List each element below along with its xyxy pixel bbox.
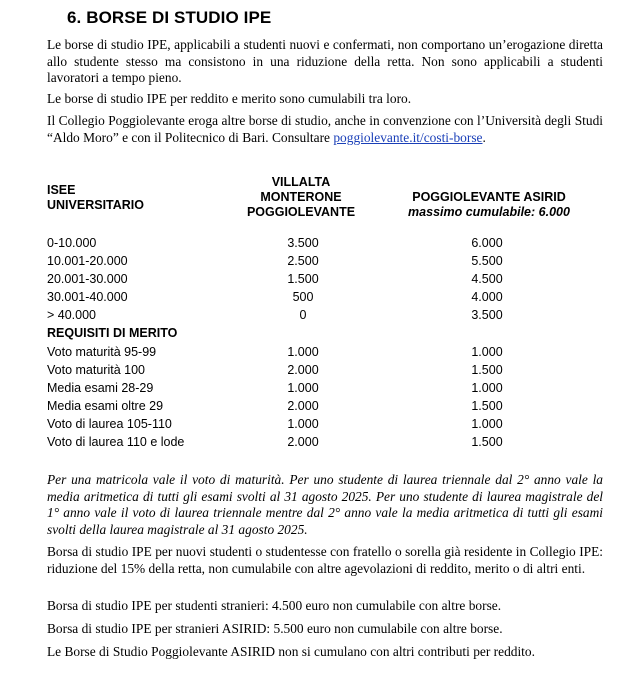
row-label: Media esami 28-29 — [47, 381, 154, 395]
row-value-asirid: 3.500 — [471, 308, 503, 322]
row-value-villalta: 1.000 — [287, 345, 319, 359]
table-row — [47, 270, 607, 288]
table-header-villalta: VILLALTA MONTERONE POGGIOLEVANTE — [246, 175, 356, 219]
row-value-asirid: 1.500 — [471, 363, 503, 377]
intro-paragraph-3 — [47, 113, 603, 146]
row-value-asirid: 1.500 — [471, 399, 503, 413]
row-label: 30.001-40.000 — [47, 290, 128, 304]
table-row — [47, 433, 607, 451]
table-header-asirid-sub: massimo cumulabile: 6.000 — [408, 205, 570, 219]
row-value-villalta: 0 — [299, 308, 307, 322]
row-label: 10.001-20.000 — [47, 254, 128, 268]
table-row — [47, 379, 607, 397]
table-header-isee: ISEE UNIVERSITARIO — [47, 183, 144, 212]
row-value-villalta: 1.500 — [287, 272, 319, 286]
intro-paragraph-3-end: . — [482, 129, 486, 145]
table-row — [47, 288, 607, 306]
table-row — [47, 306, 607, 324]
table-row — [47, 252, 607, 270]
row-value-asirid: 6.000 — [471, 236, 503, 250]
row-value-asirid: 4.000 — [471, 290, 503, 304]
row-value-asirid: 5.500 — [471, 254, 503, 268]
row-value-villalta: 1.000 — [287, 417, 319, 431]
merit-note: Per una matricola vale il voto di maturità. Per uno studente di laurea triennale dal 2° anno vale la media aritmetica di tutti gli esami svolti al 31 agosto 2025. Per uno studente di laurea magistrale del 1° anno vale il voto di laurea triennale mentre dal 2° anno vale la media aritmetica di tutti gli esami svolti della laurea magistrale al 31 agosto 2025. — [47, 472, 603, 537]
row-label: Media esami oltre 29 — [47, 399, 164, 413]
row-value-asirid: 1.000 — [471, 345, 503, 359]
table-row — [47, 397, 607, 415]
row-value-asirid: 1.500 — [471, 435, 503, 449]
row-value-villalta: 2.000 — [287, 435, 319, 449]
row-value-asirid: 1.000 — [471, 417, 503, 431]
row-value-villalta: 2.000 — [287, 363, 319, 377]
row-value-villalta: 500 — [292, 290, 314, 304]
intro-paragraph-1: Le borse di studio IPE, applicabili a studenti nuovi e confermati, non comportano un’erogazione diretta allo studente stesso ma consistono in una riduzione della retta. Non sono applicabili a studenti lavoratori a tempo pieno. — [47, 37, 603, 85]
table-header-asirid — [386, 190, 592, 220]
table-row — [47, 343, 607, 361]
table-header-asirid-title: POGGIOLEVANTE ASIRID — [412, 190, 566, 204]
row-value-villalta: 3.500 — [287, 236, 319, 250]
intro-paragraph-2: Le borse di studio IPE per reddito e merito sono cumulabili tra loro. — [47, 91, 412, 106]
row-label: Voto di laurea 110 e lode — [47, 435, 185, 449]
final-paragraph: Le Borse di Studio Poggiolevante ASIRID non si cumulano con altri contributi per reddito. — [47, 644, 535, 659]
row-value-asirid: 1.000 — [471, 381, 503, 395]
table-row — [47, 361, 607, 379]
costi-borse-link[interactable]: poggiolevante.it/costi-borse — [333, 129, 483, 145]
row-value-villalta: 1.000 — [287, 381, 319, 395]
row-label: 20.001-30.000 — [47, 272, 128, 286]
row-label: Voto maturità 95-99 — [47, 345, 157, 359]
row-label: 0-10.000 — [47, 236, 97, 250]
row-value-villalta: 2.500 — [287, 254, 319, 268]
table-row — [47, 234, 607, 252]
asirid-foreign-paragraph: Borsa di studio IPE per stranieri ASIRID: 5.500 euro non cumulabile con altre borse. — [47, 621, 503, 636]
row-label: Voto maturità 100 — [47, 363, 145, 377]
section-heading: 6. BORSE DI STUDIO IPE — [67, 8, 272, 27]
merit-section-title: REQUISITI DI MERITO — [47, 326, 178, 340]
row-value-villalta: 2.000 — [287, 399, 319, 413]
row-label: > 40.000 — [47, 308, 97, 322]
row-value-asirid: 4.500 — [471, 272, 503, 286]
table-row — [47, 415, 607, 433]
sibling-paragraph: Borsa di studio IPE per nuovi studenti o studentesse con fratello o sorella già residente in Collegio IPE: riduzione del 15% della retta, non cumulabile con altre agevolazioni di reddito, merito o di altri enti. — [47, 544, 603, 576]
merit-section-title-row — [47, 324, 607, 342]
foreign-students-paragraph: Borsa di studio IPE per studenti stranieri: 4.500 euro non cumulabile con altre borse. — [47, 598, 502, 613]
intro-paragraph-3-text: Il Collegio Poggiolevante eroga altre borse di studio, anche in convenzione con l’Università degli Studi “Aldo Moro” e con il Politecnico di Bari. Consultare — [47, 113, 603, 145]
row-label: Voto di laurea 105-110 — [47, 417, 172, 431]
